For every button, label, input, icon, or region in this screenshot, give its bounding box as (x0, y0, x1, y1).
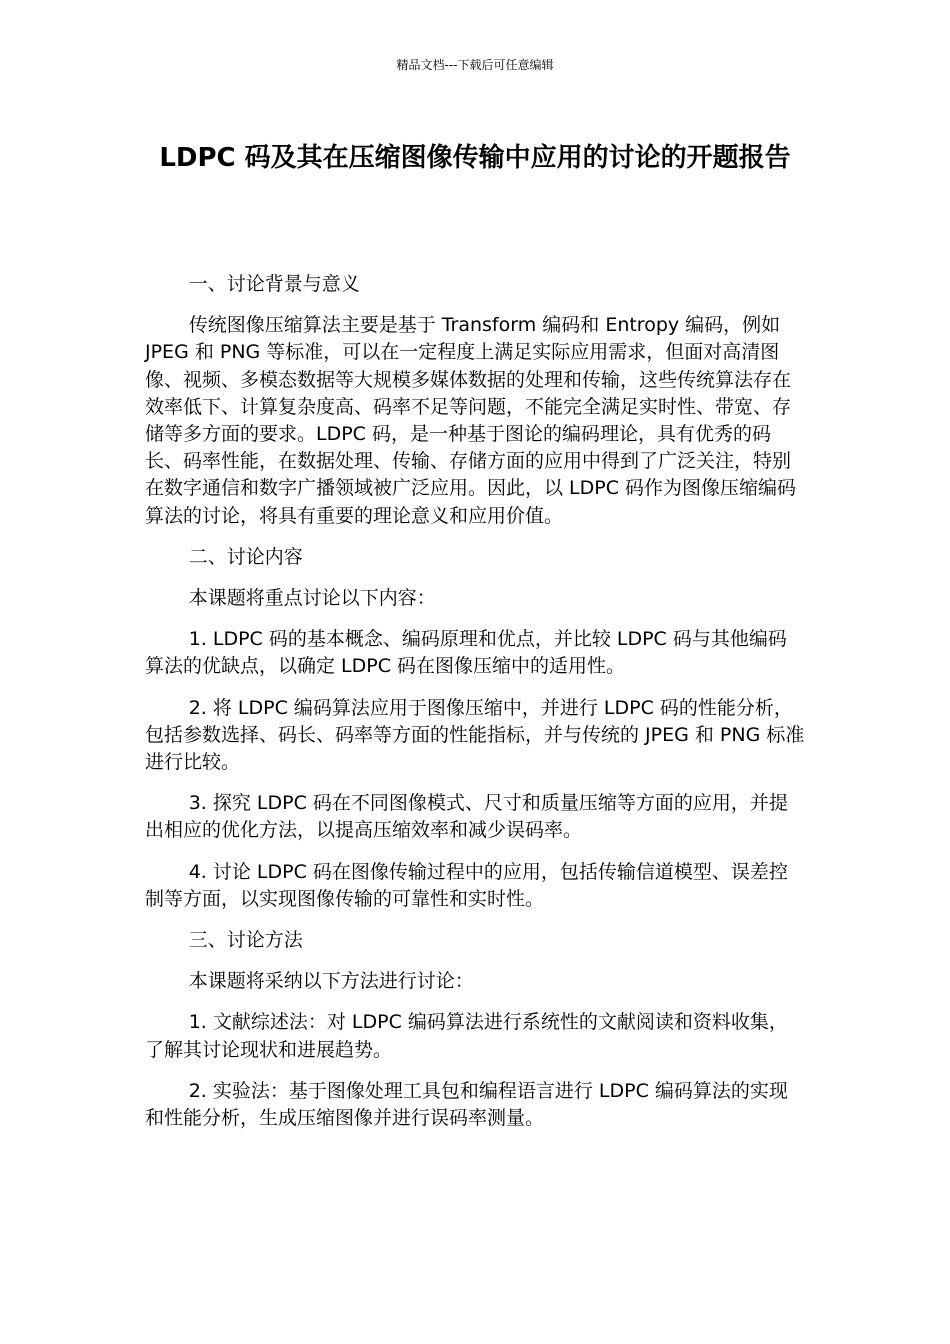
paragraph-content-intro: 本课题将重点讨论以下内容： (188, 587, 436, 610)
list-item-content-1: 1. LDPC 码的基本概念、编码原理和优点，并比较 LDPC 码与其他编码算法的优缺点，以确定 LDPC 码在图像压缩中的适用性。 (145, 628, 787, 678)
list-item-content-2: 2. 将 LDPC 编码算法应用于图像压缩中，并进行 LDPC 码的性能分析，包括参数选择、码长、码率等方面的性能指标，并与传统的 JPEG 和 PNG 标准进行比较。 (145, 696, 805, 774)
list-item-content-3: 3. 探究 LDPC 码在不同图像模式、尺寸和质量压缩等方面的应用，并提出相应的优化方法，以提高压缩效率和减少误码率。 (145, 792, 788, 842)
section-heading-method: 三、讨论方法 (188, 929, 303, 952)
paragraph-background: 传统图像压缩算法主要是基于 Transform 编码和 Entropy 编码，例如 JPEG 和 PNG 等标准，可以在一定程度上满足实际应用需求，但面对高清图像、视频、多模态数据等大规模多媒体数据的处理和传输，这些传统算法存在效率低下、计算复杂度高、码率不足等问题，不能完全满足实时性、带宽、存储等多方面的要求。LDPC 码，是一种基于图论的编码理论，具有优秀的码长、码率性能，在数据处理、传输、存储方面的应用中得到了广泛关注，特别在数字通信和数字广播领域被广泛应用。因此，以 LDPC 码作为图像压缩编码算法的讨论，将具有重要的理论意义和应用价值。 (145, 314, 797, 527)
list-item-method-2: 2. 实验法：基于图像处理工具包和编程语言进行 LDPC 编码算法的实现和性能分析，生成压缩图像并进行误码率测量。 (145, 1079, 788, 1130)
paragraph-method-intro: 本课题将采纳以下方法进行讨论： (188, 970, 474, 993)
section-heading-background: 一、讨论背景与意义 (188, 273, 360, 295)
section-heading-content: 二、讨论内容 (188, 545, 303, 568)
document-title: LDPC 码及其在压缩图像传输中应用的讨论的开题报告 (159, 143, 791, 173)
header-note: 精品文档---下载后可任意编辑 (396, 58, 554, 72)
document-body (145, 271, 805, 1146)
list-item-method-1: 1. 文献综述法：对 LDPC 编码算法进行系统性的文献阅读和资料收集，了解其讨论现状和进展趋势。 (145, 1011, 788, 1061)
list-item-content-4: 4. 讨论 LDPC 码在图像传输过程中的应用，包括传输信道模型、误差控制等方面，以实现图像传输的可靠性和实时性。 (145, 860, 788, 910)
